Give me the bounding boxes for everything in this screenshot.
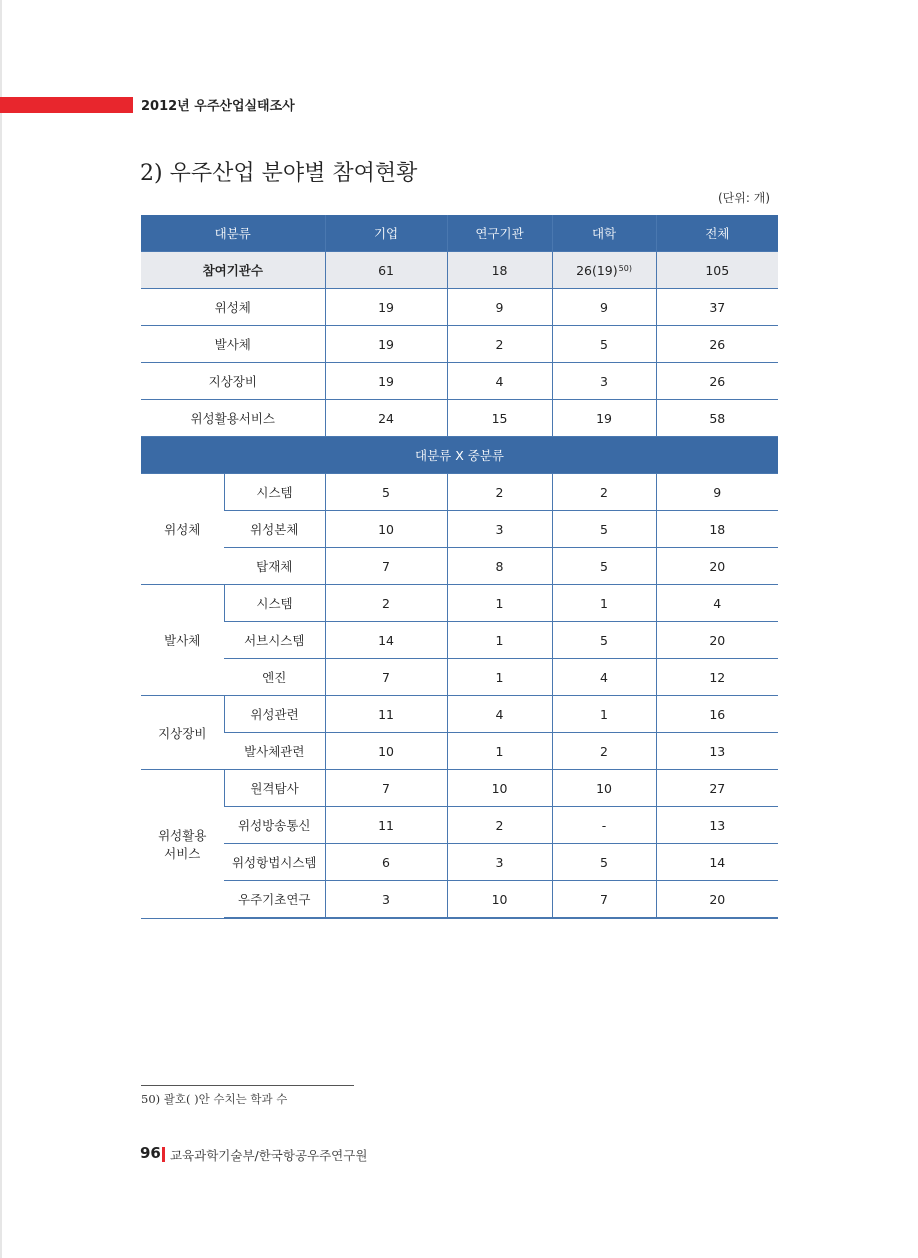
table-row (141, 659, 778, 696)
table-cell: 19 (325, 326, 447, 363)
table-row (141, 807, 778, 844)
footnote-divider (141, 1085, 354, 1086)
table-cell: 6 (325, 844, 447, 881)
unit-label: (단위: 개) (718, 191, 770, 205)
table-cell: 10 (325, 733, 447, 770)
sub-row-label: 서브시스템 (224, 622, 325, 659)
table-row (141, 511, 778, 548)
table-cell: 20 (656, 548, 778, 585)
sub-row-label: 시스템 (224, 585, 325, 622)
table-cell: 24 (325, 400, 447, 437)
table-cell: 2 (447, 326, 552, 363)
table-cell: 20 (656, 622, 778, 659)
participation-table (141, 215, 778, 919)
table-cell: 7 (325, 659, 447, 696)
table-cell: 11 (325, 807, 447, 844)
table-cell: 10 (552, 770, 656, 807)
section-title: 2) 우주산업 분야별 참여현황 (140, 161, 418, 186)
table-cell: 1 (447, 585, 552, 622)
sub-row-label: 탑재체 (224, 548, 325, 585)
footer-separator (162, 1147, 165, 1162)
sub-row-label: 위성본체 (224, 511, 325, 548)
table-row (141, 400, 778, 437)
col-header-category: 대분류 (141, 215, 325, 252)
total-row (141, 252, 778, 289)
table-row (141, 363, 778, 400)
row-label: 지상장비 (141, 363, 325, 400)
col-header-company: 기업 (325, 215, 447, 252)
table-cell: 5 (552, 844, 656, 881)
table-header-row (141, 215, 778, 252)
sub-row-label: 위성방송통신 (224, 807, 325, 844)
sub-header-row (141, 437, 778, 474)
table-cell: 4 (656, 585, 778, 622)
table-cell: 9 (552, 289, 656, 326)
table-cell: 13 (656, 733, 778, 770)
table-cell (552, 252, 656, 289)
table-cell: 4 (552, 659, 656, 696)
header-accent-bar (0, 97, 133, 113)
table-cell: 5 (325, 474, 447, 511)
page-edge (0, 0, 2, 1258)
table-cell: 9 (447, 289, 552, 326)
table-row (141, 733, 778, 770)
table-cell: 5 (552, 622, 656, 659)
table-cell: 1 (447, 622, 552, 659)
sub-row-label: 발사체관련 (224, 733, 325, 770)
table-cell: 19 (552, 400, 656, 437)
table-cell: 19 (325, 289, 447, 326)
sub-row-label: 위성항법시스템 (224, 844, 325, 881)
running-header: 2012년 우주산업실태조사 (141, 99, 295, 114)
table-cell: 8 (447, 548, 552, 585)
group-label: 위성체 (141, 474, 224, 585)
table-cell: 26 (656, 326, 778, 363)
table-cell: 4 (447, 696, 552, 733)
table-row (141, 622, 778, 659)
row-label: 위성체 (141, 289, 325, 326)
group-label-line2: 서비스 (164, 845, 201, 861)
col-header-university: 대학 (552, 215, 656, 252)
table-cell: 2 (447, 474, 552, 511)
table-row (141, 548, 778, 585)
sub-row-label: 엔진 (224, 659, 325, 696)
sub-row-label: 원격탐사 (224, 770, 325, 807)
footnote: 50) 괄호( )안 수치는 학과 수 (141, 1092, 288, 1106)
table-cell: 15 (447, 400, 552, 437)
sub-header-label: 대분류 X 중분류 (141, 437, 778, 474)
table-cell: 27 (656, 770, 778, 807)
table-row (141, 696, 778, 733)
row-label: 위성활용서비스 (141, 400, 325, 437)
table-cell: 3 (447, 511, 552, 548)
table-cell: 3 (552, 363, 656, 400)
table-cell: 1 (447, 659, 552, 696)
table-cell: 61 (325, 252, 447, 289)
table-row (141, 289, 778, 326)
sub-row-label: 위성관련 (224, 696, 325, 733)
total-university-value: 26(19) (576, 262, 618, 278)
table-cell: 7 (325, 770, 447, 807)
table-row (141, 585, 778, 622)
table-cell: 20 (656, 881, 778, 919)
table-cell: 1 (552, 696, 656, 733)
footnote-ref: 50) (618, 263, 632, 273)
table-cell: 13 (656, 807, 778, 844)
table-cell: 10 (447, 881, 552, 919)
total-row-label: 참여기관수 (141, 252, 325, 289)
table-cell: 3 (447, 844, 552, 881)
footer-organization: 교육과학기술부/한국항공우주연구원 (170, 1148, 368, 1163)
table-cell: 7 (552, 881, 656, 919)
table-cell: 2 (552, 733, 656, 770)
table-cell: 12 (656, 659, 778, 696)
group-label: 발사체 (141, 585, 224, 696)
table-cell: 5 (552, 511, 656, 548)
table-cell: 7 (325, 548, 447, 585)
table-cell: 10 (325, 511, 447, 548)
sub-row-label: 시스템 (224, 474, 325, 511)
table-row (141, 474, 778, 511)
group-label-line1: 위성활용 (158, 827, 207, 843)
table-cell: 10 (447, 770, 552, 807)
table-cell: 4 (447, 363, 552, 400)
row-label: 발사체 (141, 326, 325, 363)
table-cell: 14 (656, 844, 778, 881)
page-number: 96 (140, 1144, 161, 1162)
group-label: 지상장비 (141, 696, 224, 770)
table-cell: 14 (325, 622, 447, 659)
table-cell: 37 (656, 289, 778, 326)
table-cell: 5 (552, 548, 656, 585)
table-cell: 9 (656, 474, 778, 511)
table-cell: 2 (325, 585, 447, 622)
table-cell: 2 (447, 807, 552, 844)
table-row (141, 844, 778, 881)
table-row (141, 770, 778, 807)
table-cell: 26 (656, 363, 778, 400)
table-cell: 1 (552, 585, 656, 622)
sub-row-label: 우주기초연구 (224, 881, 325, 919)
table-cell: 18 (447, 252, 552, 289)
table-cell: 5 (552, 326, 656, 363)
table-cell: 18 (656, 511, 778, 548)
table-cell: 11 (325, 696, 447, 733)
table-cell: 3 (325, 881, 447, 919)
table-cell: 105 (656, 252, 778, 289)
col-header-institute: 연구기관 (447, 215, 552, 252)
table-row (141, 881, 778, 919)
col-header-total: 전체 (656, 215, 778, 252)
table-cell: 1 (447, 733, 552, 770)
table-cell: 19 (325, 363, 447, 400)
table-cell: 58 (656, 400, 778, 437)
table-cell: - (552, 807, 656, 844)
group-label (141, 770, 224, 919)
table-row (141, 326, 778, 363)
table-cell: 16 (656, 696, 778, 733)
table-cell: 2 (552, 474, 656, 511)
